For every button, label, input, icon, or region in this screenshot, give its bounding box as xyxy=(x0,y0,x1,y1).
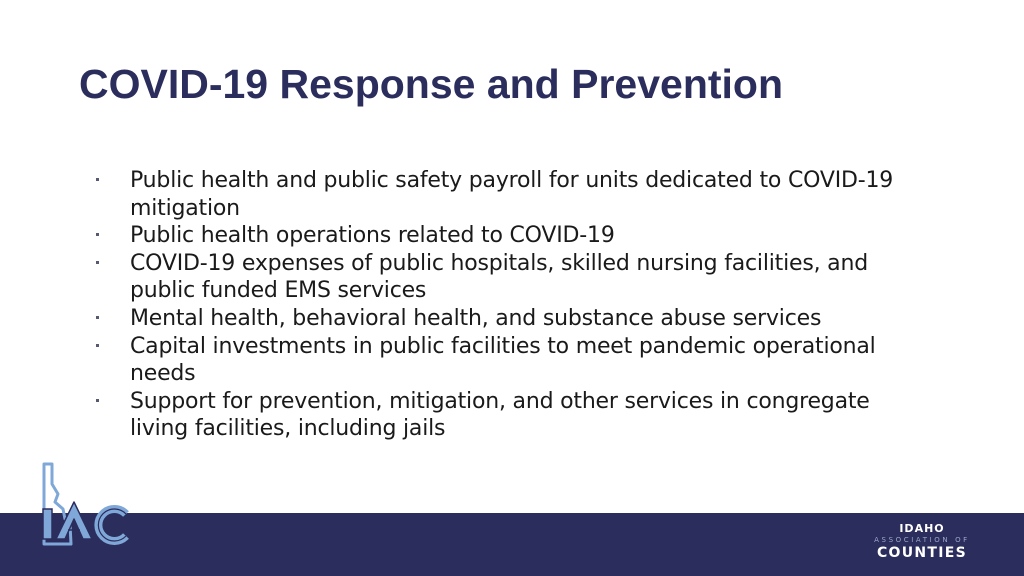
logo-letter-i xyxy=(43,509,52,539)
bullet-text: Capital investments in public facilities to meet pandemic operational needs xyxy=(130,333,876,387)
bullet-item xyxy=(96,250,916,305)
bullet-item xyxy=(96,167,916,222)
bullet-marker-icon xyxy=(96,233,99,236)
bullet-marker-icon xyxy=(96,399,99,402)
bullet-item xyxy=(96,222,916,250)
bullet-item xyxy=(96,333,916,388)
bullet-list xyxy=(96,167,916,443)
org-logo-line-2: ASSOCIATION OF xyxy=(874,536,970,544)
iac-logo-icon xyxy=(38,462,134,554)
bullet-text: Public health and public safety payroll for units dedicated to COVID-19 mitigation xyxy=(130,168,894,221)
bullet-text: Public health operations related to COVID-19 xyxy=(130,223,615,249)
bullet-marker-icon xyxy=(96,344,99,347)
bullet-marker-icon xyxy=(96,261,99,264)
bullet-text: Support for prevention, mitigation, and other services in congregate living facilities, including jails xyxy=(130,388,870,442)
bullet-item xyxy=(96,388,916,443)
bullet-item xyxy=(96,305,916,333)
org-logo-line-3: COUNTIES xyxy=(876,545,968,561)
bullet-text: COVID-19 expenses of public hospitals, skilled nursing facilities, and public funded EMS services xyxy=(130,250,868,304)
bullet-text: Mental health, behavioral health, and substance abuse services xyxy=(130,305,822,331)
idaho-association-of-counties-logo xyxy=(864,523,980,567)
bullet-marker-icon xyxy=(96,178,99,181)
bullet-marker-icon xyxy=(96,316,99,319)
org-logo-line-1: IDAHO xyxy=(899,522,945,535)
slide-title: COVID-19 Response and Prevention xyxy=(79,61,784,107)
